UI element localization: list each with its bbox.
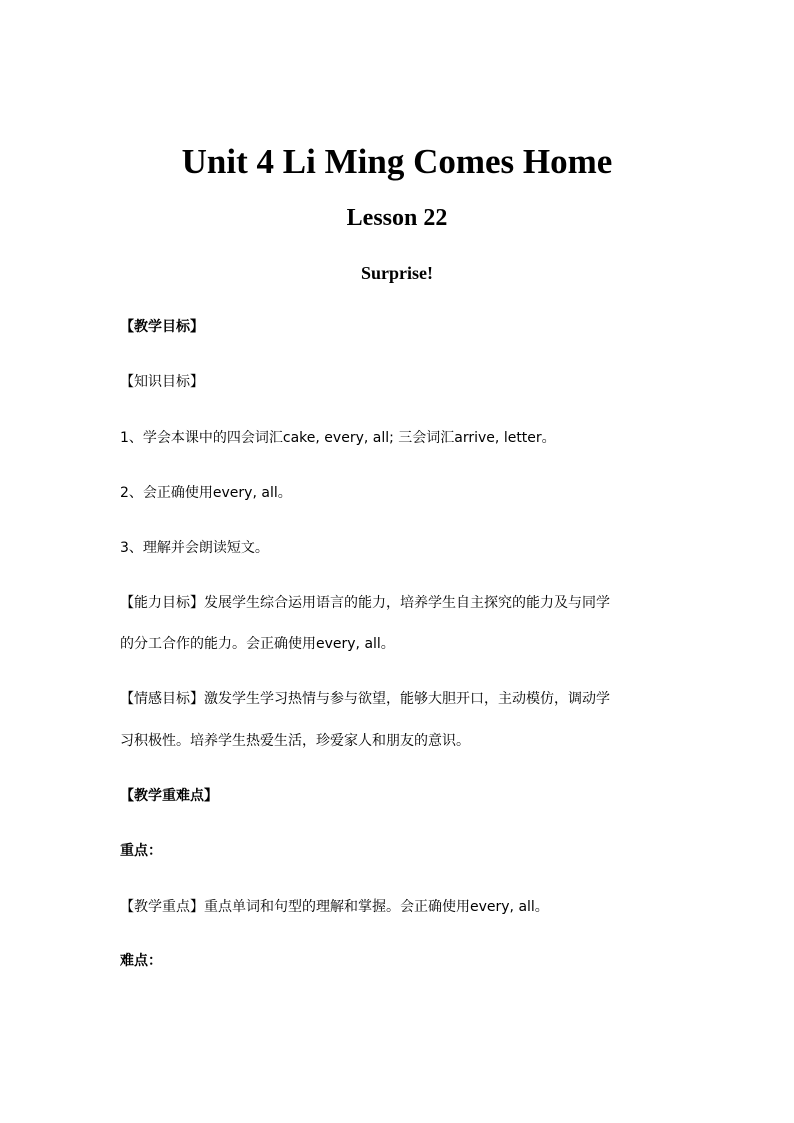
unit-title: Unit 4 Li Ming Comes Home (181, 142, 613, 181)
ability-goal-line-1: 【能力目标】发展学生综合运用语言的能力，培养学生自主探究的能力及与同学 (120, 595, 610, 611)
emotion-goal-line-1: 【情感目标】激发学生学习热情与参与欲望，能够大胆开口，主动模仿，调动学 (120, 691, 610, 707)
knowledge-goal-item-3: 3、理解并会朗读短文。 (120, 540, 269, 556)
knowledge-goal-item-1: 1、学会本课中的四会词汇cake, every, all; 三会词汇arrive, letter。 (120, 430, 556, 446)
lesson-subtitle: Surprise! (361, 263, 433, 283)
ability-goal-line-2: 的分工合作的能力。会正确使用every, all。 (120, 636, 395, 652)
lesson-title: Lesson 22 (346, 205, 448, 231)
key-points-label: 重点： (120, 843, 162, 859)
key-points-text: 【教学重点】重点单词和句型的理解和掌握。会正确使用every, all。 (120, 899, 549, 915)
emotion-goal-line-2: 习积极性。培养学生热爱生活，珍爱家人和朋友的意识。 (120, 733, 470, 749)
knowledge-goal-item-2: 2、会正确使用every, all。 (120, 485, 292, 501)
teaching-goals-heading: 【教学目标】 (120, 319, 204, 335)
key-difficult-points-heading: 【教学重难点】 (120, 788, 218, 804)
knowledge-goals-heading: 【知识目标】 (120, 374, 204, 390)
difficult-points-label: 难点： (120, 953, 162, 969)
